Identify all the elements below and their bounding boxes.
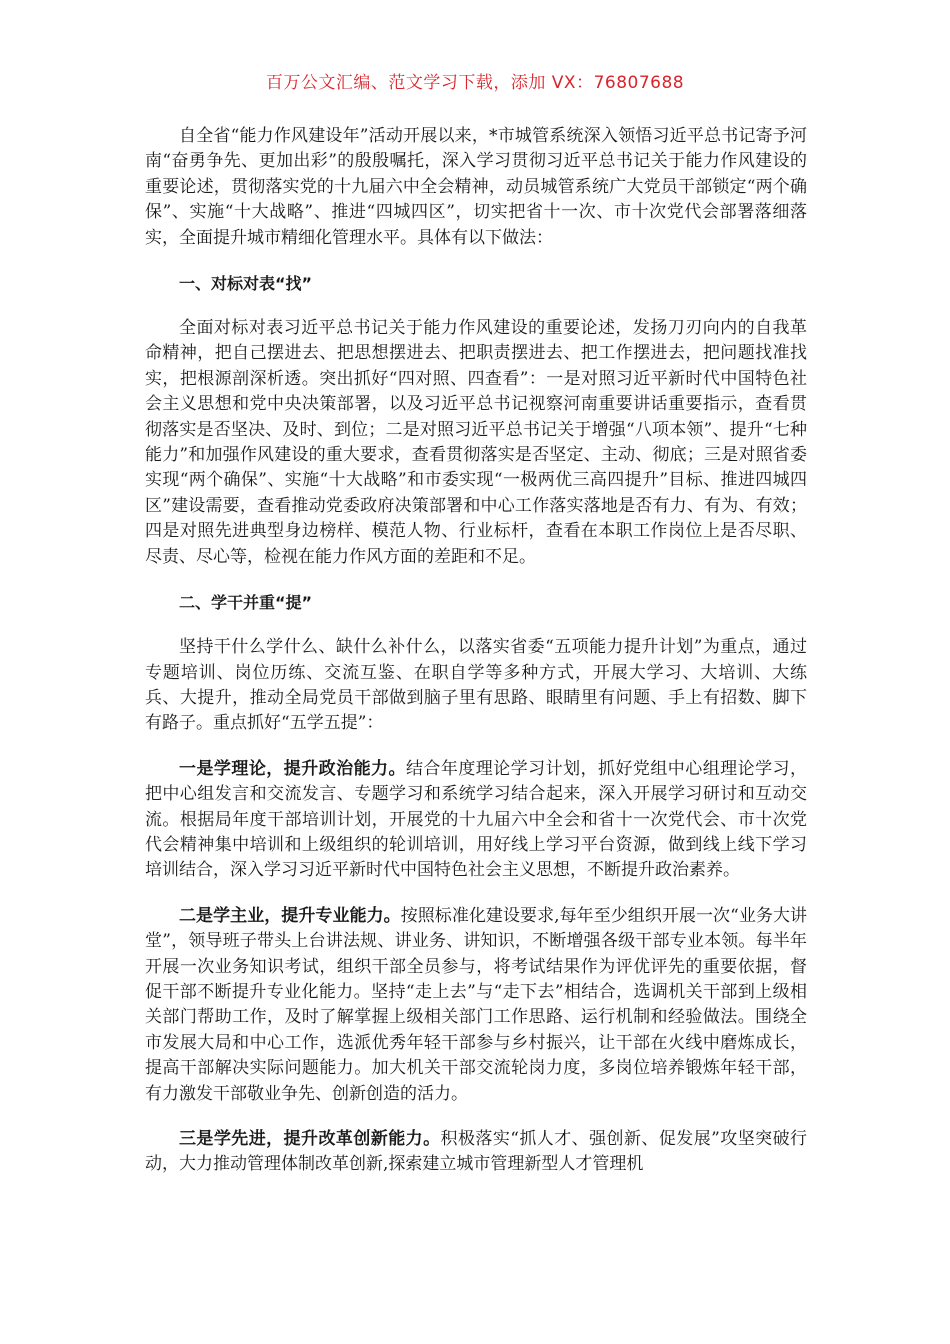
- item-lead-3: 三是学先进，提升改革创新能力。: [179, 1129, 441, 1149]
- item-lead-2: 二是学主业，提升专业能力。: [179, 905, 401, 926]
- item-paragraph-1: [145, 757, 807, 884]
- section-1-paragraph: 全面对标对表习近平总书记关于能力作风建设的重要论述，发扬刀刃向内的自我革命精神，把自己摆进去、把思想摆进去、把职责摆进去、把工作摆进去，把问题找准找实，把根源剖深析透。突出抓好“四对照、四查看”：一是对照习近平新时代中国特色社会主义思想和党中央决策部署，以及习近平总书记视察河南重要讲话重要指示，查看贯彻落实是否坚决、及时、到位；二是对照习近平总书记关于增强“八项本领”、提升“七种能力”和加强作风建设的重大要求，查看贯彻落实是否坚定、主动、彻底；三是对照省委实现“两个确保”、实施“十大战略”和市委实现“一极两优三高四提升”目标、推进四城四区”建设需要，查看推动党委政府决策部署和中心工作落实落地是否有力、有为、有效；四是对照先进典型身边榜样、模范人物、行业标杆，查看在本职工作岗位上是否尽职、尽责、尽心等，检视在能力作风方面的差距和不足。: [145, 318, 807, 567]
- document-body: [145, 124, 807, 1178]
- item-paragraph-2: [145, 904, 807, 1107]
- item-text-1: 结合年度理论学习计划，抓好党组中心组理论学习，把中心组发言和交流发言、专题学习和系统学习结合起来，深入开展学习研讨和互动交流。根据局年度干部培训计划，开展党的十九届六中全会和省十一次党代会、市十次党代会精神集中培训和上级组织的轮训培训，用好线上学习平台资源，做到线上线下学习培训结合，深入学习习近平新时代中国特色社会主义思想，不断提升政治素养。: [145, 758, 808, 881]
- promo-banner: 百万公文汇编、范文学习下载，添加 VX：76807688: [265, 73, 685, 93]
- section-2-paragraph: 坚持干什么学什么、缺什么补什么，以落实省委“五项能力提升计划”为重点，通过专题培训、岗位历练、交流互鉴、在职自学等多种方式，开展大学习、大培训、大练兵、大提升，推动全局党员干部做到脑子里有思路、眼睛里有问题、手上有招数、脚下有路子。重点抓好“五学五提”：: [145, 637, 807, 734]
- section-heading-1: 一、对标对表“找”: [179, 274, 313, 294]
- item-text-3: 积极落实“抓人才、强创新、促发展”攻坚突破行动，大力推动管理体制改革创新,探索建立城市管理新型人才管理机: [145, 1129, 808, 1175]
- section-heading-2: 二、学干并重“提”: [179, 593, 313, 613]
- intro-paragraph: 自全省“能力作风建设年”活动开展以来，*市城管系统深入领悟习近平总书记寄予河南“奋勇争先、更加出彩”的殷殷嘱托，深入学习贯彻习近平总书记关于能力作风建设的重要论述，贯彻落实党的十九届六中全会精神，动员城管系统广大党员干部锁定“两个确保”、实施“十大战略”、推进“四城四区”，切实把省十一次、市十次党代会部署落细落实，全面提升城市精细化管理水平。具体有以下做法：: [145, 126, 807, 248]
- item-lead-1: 一是学理论，提升政治能力。: [179, 758, 406, 779]
- item-text-2: 按照标准化建设要求,每年至少组织开展一次“业务大讲堂”，领导班子带头上台讲法规、讲业务、讲知识，不断增强各级干部专业本领。每半年开展一次业务知识考试，组织干部全员参与，将考试结果作为评优评先的重要依据，督促干部不断提升专业化能力。坚持“走上去”与“走下去”相结合，选调机关干部到上级相关部门帮助工作，及时了解掌握上级相关部门工作思路、运行机制和经验做法。围绕全市发展大局和中心工作，选派优秀年轻干部参与乡村振兴，让干部在火线中磨炼成长，提高干部解决实际问题能力。加大机关干部交流轮岗力度，多岗位培养锻炼年轻干部，有力激发干部敬业争先、创新创造的活力。: [145, 905, 808, 1104]
- item-paragraph-3: [145, 1127, 807, 1178]
